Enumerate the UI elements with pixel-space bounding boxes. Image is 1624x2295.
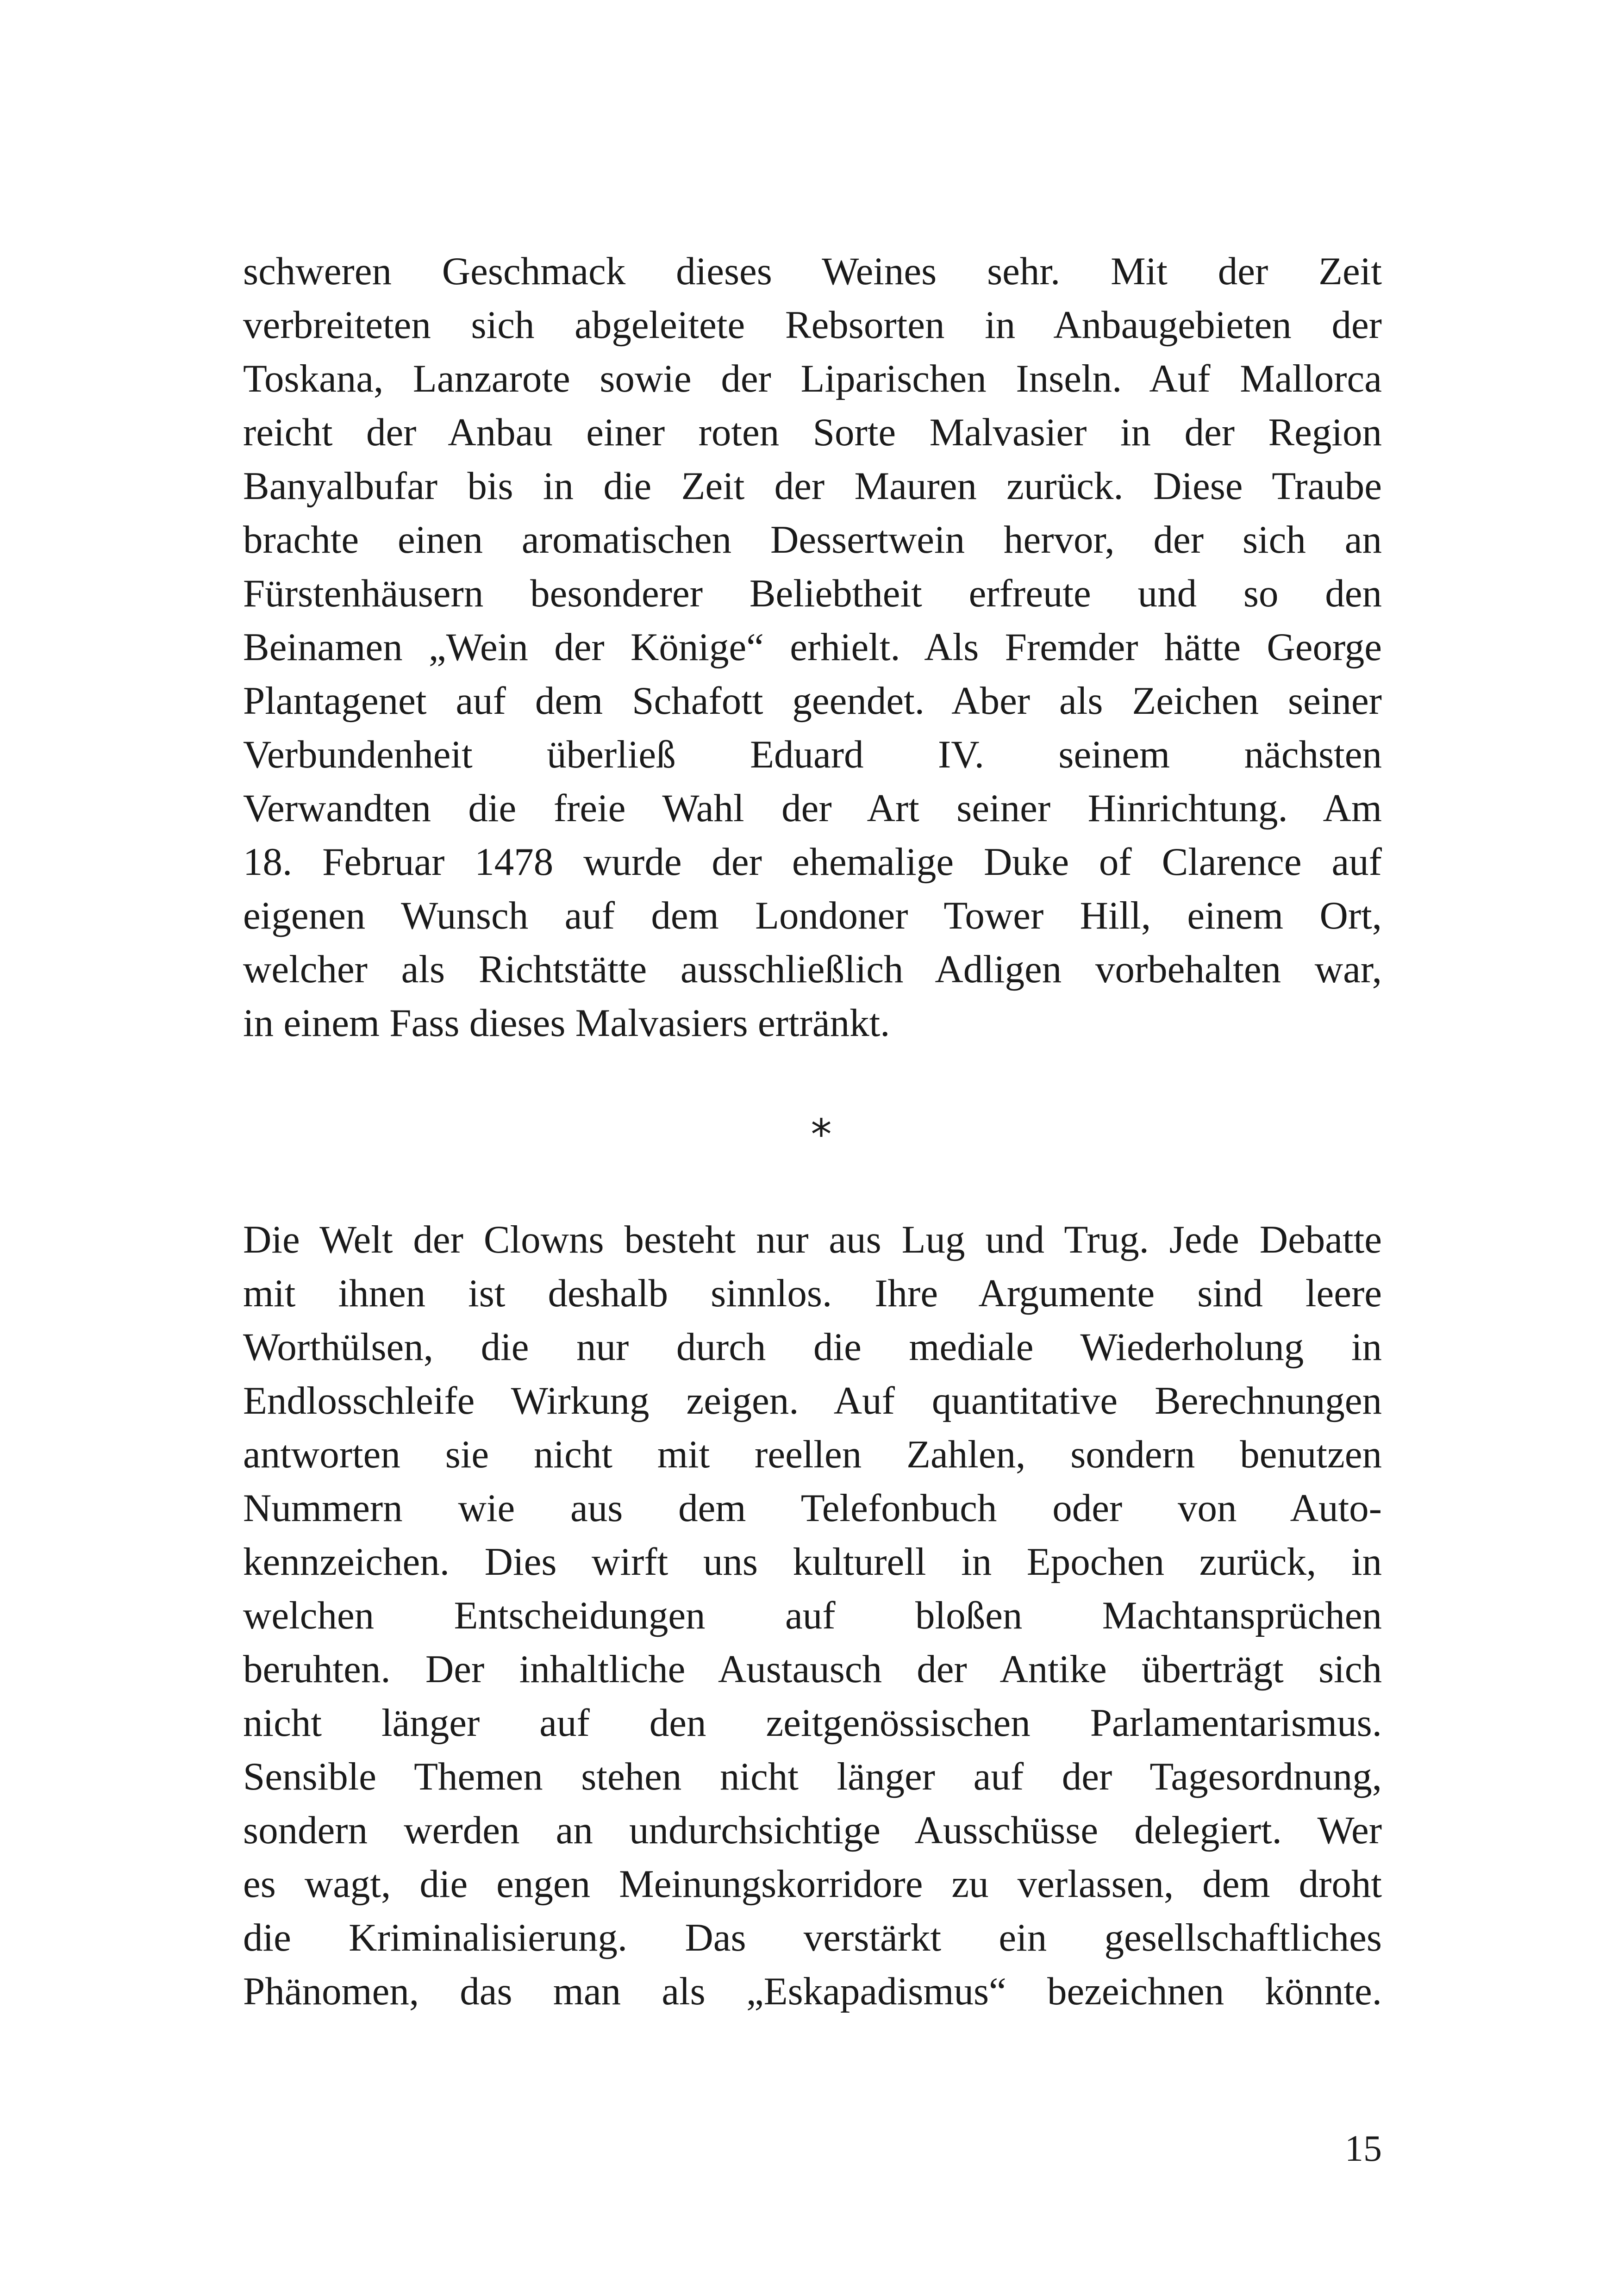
text-line: Endlosschleife Wirkung zeigen. Auf quantitative Berechnungen — [243, 1379, 1382, 1422]
text-line: welcher als Richtstätte ausschließlich Adligen vorbehalten war, — [243, 948, 1382, 991]
section-separator-asterisk: * — [811, 1110, 832, 1159]
text-line: Beinamen „Wein der Könige“ erhielt. Als Fremder hätte George — [243, 625, 1382, 669]
text-line: beruhten. Der inhaltliche Austausch der Antike überträgt sich — [243, 1647, 1382, 1691]
text-line: schweren Geschmack dieses Weines sehr. Mit der Zeit — [243, 249, 1382, 293]
text-line: nicht länger auf den zeitgenössischen Parlamentarismus. — [243, 1701, 1382, 1745]
text-line: es wagt, die engen Meinungskorridore zu verlassen, dem droht — [243, 1862, 1382, 1906]
text-line: die Kriminalisierung. Das verstärkt ein gesellschaftliches — [243, 1916, 1382, 1959]
text-line: antworten sie nicht mit reellen Zahlen, sondern benutzen — [243, 1433, 1382, 1476]
paragraph-continued — [243, 244, 1382, 1050]
text-line: Plantagenet auf dem Schafott geendet. Aber als Zeichen seiner — [243, 679, 1382, 723]
text-line: sondern werden an undurchsichtige Ausschüsse delegiert. Wer — [243, 1809, 1382, 1852]
text-line: mit ihnen ist deshalb sinnlos. Ihre Argumente sind leere — [243, 1272, 1382, 1315]
text-line: verbreiteten sich abgeleitete Rebsorten in Anbaugebieten der — [243, 303, 1382, 347]
text-line: Sensible Themen stehen nicht länger auf der Tagesordnung, — [243, 1755, 1382, 1798]
text-line: 18. Februar 1478 wurde der ehemalige Duke of Clarence auf — [243, 840, 1382, 884]
text-line: Fürstenhäusern besonderer Beliebtheit erfreute und so den — [243, 572, 1382, 615]
text-line: Verwandten die freie Wahl der Art seiner Hinrichtung. Am — [243, 786, 1382, 830]
text-line: Banyalbufar bis in die Zeit der Mauren zurück. Diese Traube — [243, 464, 1382, 508]
text-line: kennzeichen. Dies wirft uns kulturell in Epochen zurück, in — [243, 1540, 1382, 1584]
text-line: welchen Entscheidungen auf bloßen Machtansprüchen — [243, 1594, 1382, 1637]
text-line: in einem Fass dieses Malvasiers ertränkt. — [243, 1001, 890, 1045]
text-line: Phänomen, das man als „Eskapadismus“ bezeichnen könnte. — [243, 1970, 1382, 2013]
text-line: brachte einen aromatischen Dessertwein hervor, der sich an — [243, 518, 1382, 561]
text-line: eigenen Wunsch auf dem Londoner Tower Hill, einem Ort, — [243, 894, 1382, 937]
text-line: Worthülsen, die nur durch die mediale Wiederholung in — [243, 1325, 1382, 1369]
text-line: Die Welt der Clowns besteht nur aus Lug und Trug. Jede Debatte — [243, 1218, 1382, 1261]
paragraph-clowns — [243, 1213, 1382, 2018]
text-line: Nummern wie aus dem Telefonbuch oder von Auto- — [243, 1486, 1382, 1530]
text-line: Verbundenheit überließ Eduard IV. seinem nächsten — [243, 733, 1382, 776]
text-line: Toskana, Lanzarote sowie der Liparischen Inseln. Auf Mallorca — [243, 357, 1382, 400]
text-line: reicht der Anbau einer roten Sorte Malvasier in der Region — [243, 411, 1382, 454]
page-number: 15 — [1345, 2128, 1382, 2169]
